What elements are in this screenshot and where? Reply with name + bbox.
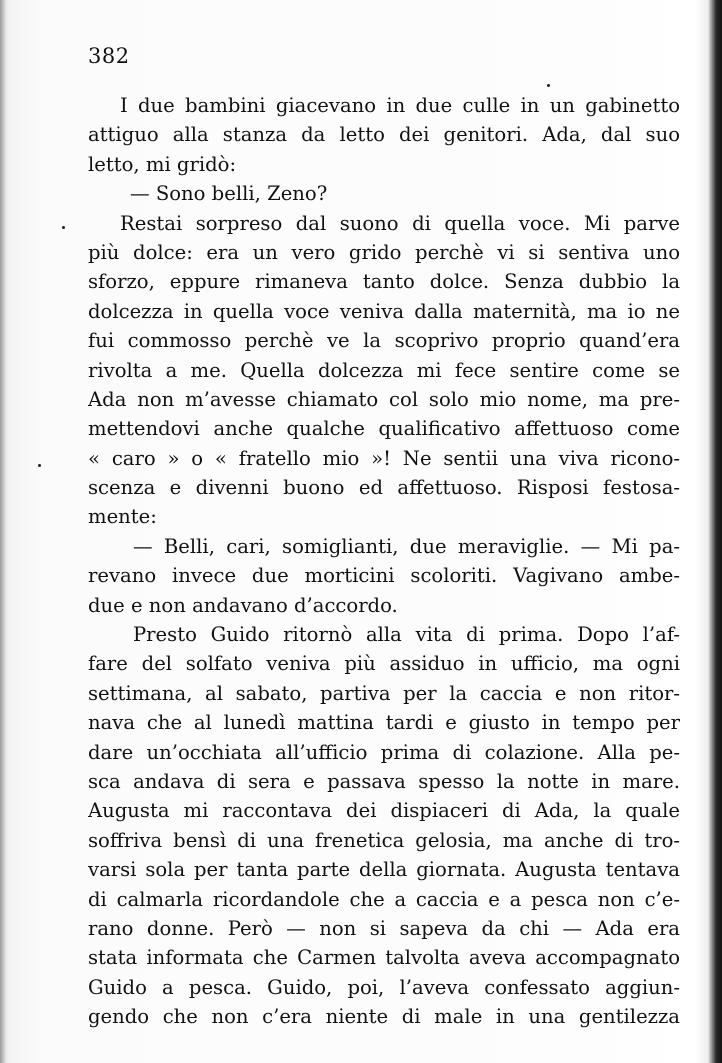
text-line: settimana, al sabato, partiva per la caccia e non ritor- bbox=[88, 681, 680, 705]
text-line: Augusta mi raccontava dei dispiaceri di Ada, la quale bbox=[88, 799, 680, 823]
text-line: sca andava di sera e passava spesso la notte in mare. bbox=[88, 769, 680, 793]
text-line: Presto Guido ritornò alla vita di prima. Dopo l’af- bbox=[133, 623, 680, 647]
text-line: revano invece due morticini scoloriti. Vagivano ambe- bbox=[88, 564, 680, 588]
text-line: due e non andavano d’accordo. bbox=[88, 593, 398, 617]
text-line: I due bambini giacevano in due culle in un gabinetto bbox=[120, 94, 680, 117]
text-line: di calmarla ricordandole che a caccia e a pesca non c’e- bbox=[88, 887, 680, 911]
text-line: fare del solfato veniva più assiduo in ufficio, ma ogni bbox=[88, 652, 680, 676]
text-line: varsi sola per tanta parte della giornata. Augusta tentava bbox=[88, 858, 680, 882]
text-line: mente: bbox=[88, 505, 157, 529]
page-number: 382 bbox=[88, 44, 130, 68]
text-line: mettendovi anche qualche qualificativo affettuoso come bbox=[88, 417, 680, 441]
text-line: « caro » o « fratello mio »! Ne sentii una viva ricono- bbox=[88, 446, 680, 470]
text-line: dolcezza in quella voce veniva dalla maternità, ma io ne bbox=[88, 299, 680, 323]
page-binding-shadow bbox=[0, 0, 6, 1063]
text-line: letto, mi gridò: bbox=[88, 152, 237, 176]
text-line: Ada non m’avesse chiamato col solo mio nome, ma pre- bbox=[88, 387, 680, 411]
text-line: nava che al lunedì mattina tardi e giusto in tempo per bbox=[88, 711, 680, 735]
page-edge-shadow bbox=[696, 0, 722, 1063]
text-line: Restai sorpreso dal suono di quella voce. Mi parve bbox=[120, 211, 680, 235]
text-line: dare un’occhiata all’ufficio prima di colazione. Alla pe- bbox=[88, 740, 680, 764]
print-speck bbox=[38, 464, 41, 467]
text-line: stata informata che Carmen talvolta aveva accompagnato bbox=[88, 946, 680, 970]
text-line: sforzo, eppure rimaneva tanto dolce. Senza dubbio la bbox=[88, 270, 680, 294]
text-line: fui commosso perchè ve la scoprivo proprio quand’era bbox=[88, 329, 680, 353]
text-line: più dolce: era un vero grido perchè vi si sentiva uno bbox=[88, 240, 680, 264]
text-line: soffriva bensì di una frenetica gelosia, ma anche di tro- bbox=[88, 828, 680, 852]
text-line: attiguo alla stanza da letto dei genitori. Ada, dal suo bbox=[88, 123, 680, 147]
text-line: — Belli, cari, somiglianti, due meraviglie. — Mi pa- bbox=[133, 534, 680, 558]
text-line: gendo che non c’era niente di male in una gentilezza bbox=[88, 1005, 680, 1029]
text-line: rivolta a me. Quella dolcezza mi fece sentire come se bbox=[88, 358, 680, 382]
text-line: — Sono belli, Zeno? bbox=[130, 182, 328, 206]
text-line: rano donne. Però — non si sapeva da chi — Ada era bbox=[88, 916, 680, 940]
print-speck bbox=[62, 226, 65, 229]
text-line: scenza e divenni buono ed affettuoso. Risposi festosa- bbox=[88, 476, 680, 500]
body-text bbox=[88, 91, 680, 1032]
print-speck bbox=[547, 84, 550, 87]
text-line: Guido a pesca. Guido, poi, l’aveva confessato aggiun- bbox=[88, 975, 680, 999]
